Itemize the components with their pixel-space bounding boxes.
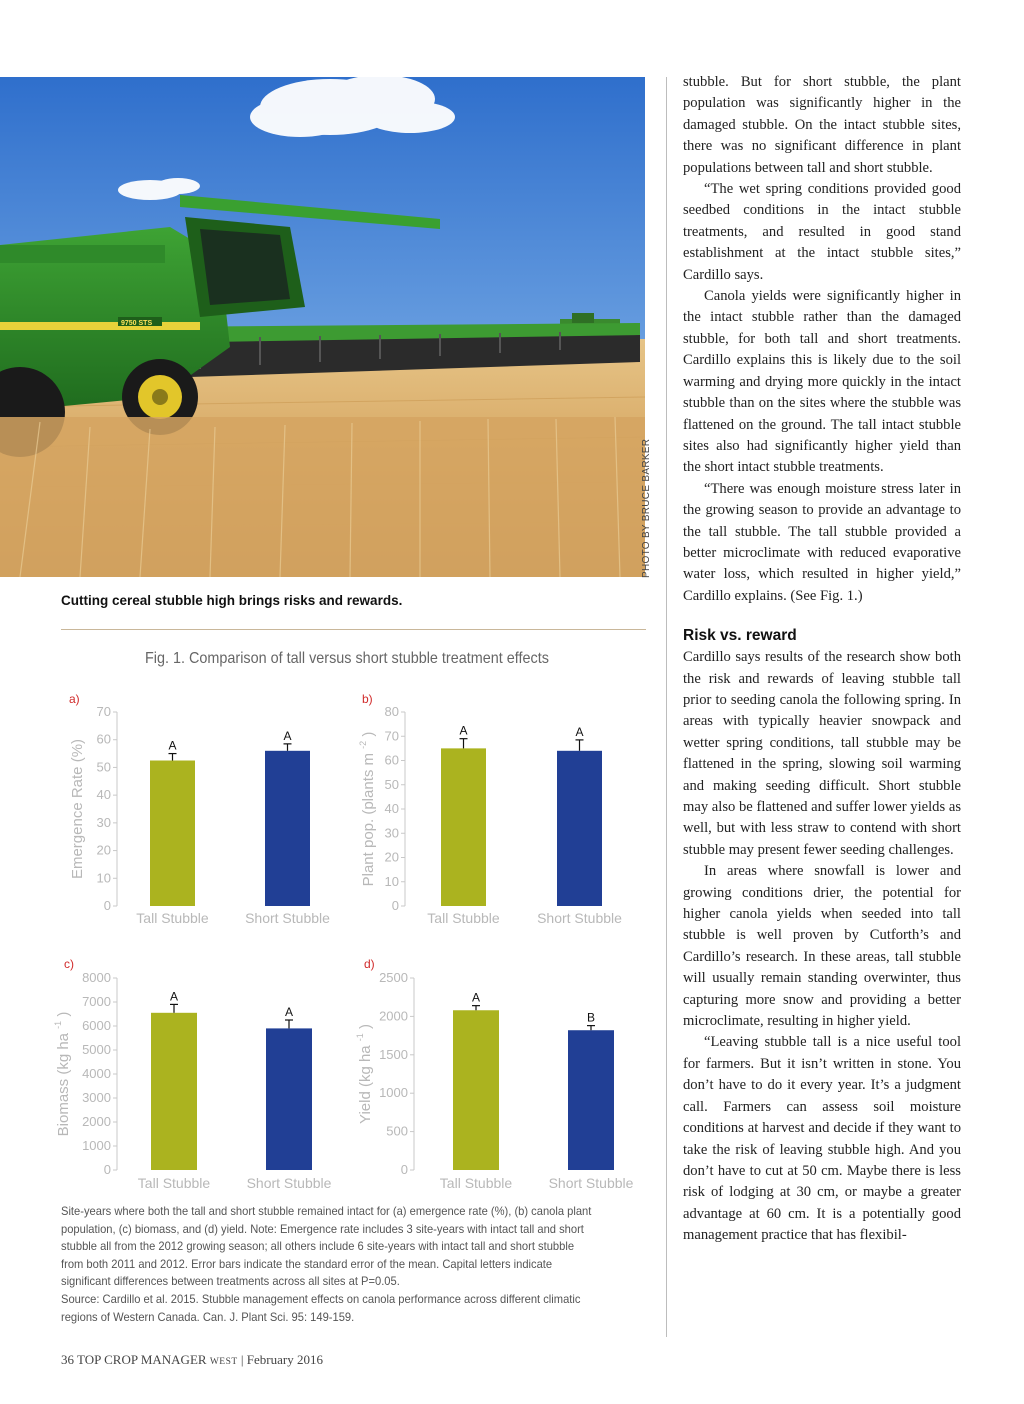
article-paragraph: stubble. But for short stubble, the plant population was significantly higher in the damaged stubble. On the intact stubble sites, there was no significant difference in plant populations between tall and short stubble. <box>683 74 961 176</box>
x-category-label: Tall Stubble <box>439 1175 513 1191</box>
y-tick-label: 40 <box>96 787 111 803</box>
y-axis-label-superscript: -1 <box>53 1020 63 1029</box>
figure-notes <box>61 1203 596 1326</box>
chart-panel-d <box>355 956 645 1196</box>
x-category-label: Short Stubble <box>245 910 330 926</box>
photo-credit: PHOTO BY BRUCE BARKER <box>641 438 652 578</box>
y-tick-label: 40 <box>384 801 399 816</box>
y-axis-label: Plant pop. (plants m $^{-2}$ ) <box>358 731 377 887</box>
y-axis-label-superscript: -2 <box>358 740 368 749</box>
issue-date: February 2016 <box>246 1352 323 1367</box>
panel-label: c) <box>64 957 74 971</box>
y-tick-label: 2000 <box>379 1008 408 1024</box>
y-tick-label: 70 <box>96 704 111 719</box>
significance-letter: A <box>575 724 584 739</box>
y-axis-label-superscript: -1 <box>355 1033 365 1042</box>
y-axis-label: Emergence Rate (%) <box>69 738 86 880</box>
y-tick-label: 80 <box>384 704 399 719</box>
bar-short-stubble <box>568 1030 614 1170</box>
x-category-label: Short Stubble <box>246 1175 332 1191</box>
figure-source: Source: Cardillo et al. 2015. Stubble management effects on canola performance across different climatic regions of Western Canada. Can. J. Plant Sci. 95: 149-159. <box>61 1291 581 1324</box>
bar-tall-stubble <box>441 748 486 906</box>
chart-b-svg <box>355 690 645 935</box>
x-category-label: Short Stubble <box>537 910 622 926</box>
article-column <box>683 72 961 1247</box>
figure-title: Fig. 1. Comparison of tall versus short stubble treatment effects <box>145 650 549 667</box>
y-tick-label: 4000 <box>82 1066 111 1081</box>
y-tick-label: 5000 <box>82 1042 111 1057</box>
x-category-label: Tall Stubble <box>136 910 209 926</box>
y-tick-label: 6000 <box>82 1018 111 1033</box>
chart-c-svg <box>50 956 350 1196</box>
y-tick-label: 7000 <box>82 994 111 1009</box>
combine-model-badge: 9750 STS <box>121 320 153 327</box>
y-tick-label: 0 <box>391 898 399 913</box>
chart-panel-a <box>60 690 350 935</box>
article-paragraph: “There was enough moisture stress later in the growing season to provide an advantage to the tall stubble. The tall stubble provided a better microclimate with reduced evaporative water loss, which resulted in higher yield,” Cardillo explains. (See Fig. 1.) <box>683 480 961 604</box>
y-tick-label: 20 <box>96 842 111 858</box>
y-tick-label: 10 <box>384 873 399 889</box>
significance-letter: B <box>586 1010 596 1025</box>
photo-illustration <box>0 77 645 577</box>
y-tick-label: 0 <box>103 898 111 913</box>
x-category-label: Tall Stubble <box>137 1175 211 1191</box>
chart-panel-b <box>355 690 645 935</box>
y-tick-label: 2000 <box>82 1114 111 1129</box>
y-tick-label: 60 <box>384 752 399 768</box>
y-tick-label: 60 <box>96 731 111 747</box>
bar-short-stubble <box>265 751 310 906</box>
panel-label: b) <box>362 692 373 706</box>
photo-combine-harvesting <box>0 77 645 577</box>
y-tick-label: 0 <box>400 1162 408 1177</box>
chart-panel-c <box>50 956 350 1196</box>
chart-d-svg <box>355 956 645 1196</box>
y-tick-label: 1500 <box>379 1046 408 1062</box>
y-tick-label: 1000 <box>379 1085 408 1101</box>
y-tick-label: 30 <box>384 825 399 841</box>
significance-letter: A <box>169 989 179 1004</box>
page-number: 36 <box>61 1352 74 1367</box>
article-paragraph: “The wet spring conditions provided good seedbed conditions in the intact stubble treatments, and resulted in good stand establishment at the intact stubble sites,” Cardillo says. <box>683 181 961 283</box>
y-axis-label: Yield (kg ha $^{-1}$ ) <box>355 1023 374 1125</box>
article-paragraph: In areas where snowfall is lower and growing conditions drier, the potential for higher canola yields when seeded into tall stubble is well proven by Cutforth’s and Cardillo’s research. In these areas, tall stubble will usually remain standing overwinter, thus capturing more snow and providing a better microclimate, resulting in higher yield. <box>683 863 961 1030</box>
bar-tall-stubble <box>150 761 195 907</box>
bar-short-stubble <box>557 751 602 906</box>
panel-label: a) <box>69 692 80 706</box>
article-paragraph: “Leaving stubble tall is a nice useful tool for farmers. But it isn’t written in stone. You don’t have to do it every year. It’s a judgment call. Farmers can assess soil moisture conditions at harvest and decide if they want to take the risk of leaving stubble high. And you don’t have to cut at 50 cm. Maybe there is less risk of lodging at 30 cm, or maybe a greater advantage at 60 cm. It is a potentially good management practice that has flexibil- <box>683 1034 961 1244</box>
chart-a-svg <box>60 690 350 935</box>
figure-notes-text: Site-years where both the tall and short stubble remained intact for (a) emergence rate (%), (b) canola plant population, (c) biomass, and (d) yield. Note: Emergence rate includes 3 site-years with intact tall and short stubble all from the 2012 growing season; all others include 6 site-years with intact tall and short stubble from both 2011 and 2012. Error bars indicate the standard error of the mean. Capital letters indicate significant differences between treatments across all sites at P=0.05. <box>61 1204 592 1289</box>
y-tick-label: 30 <box>96 814 111 830</box>
caption-divider <box>61 629 646 630</box>
article-paragraph: Cardillo says results of the research show both the risk and rewards of leaving stubble tall prior to seeding canola the following spring. In areas with typically heavier snowpack and wetter spring conditions, tall stubble may be flattened in the spring, slowing soil warming and making seeding difficult. Short stubble may also be flattened and suffer lower yields as well, but with less straw to contend with short stubble may present fewer seeding challenges. <box>683 649 961 858</box>
y-axis-label: Biomass (kg ha $^{-1}$ ) <box>53 1011 72 1137</box>
x-category-label: Short Stubble <box>548 1175 634 1191</box>
bar-tall-stubble <box>453 1010 499 1170</box>
y-tick-label: 2500 <box>379 970 408 985</box>
y-tick-label: 20 <box>384 849 399 865</box>
significance-letter: A <box>168 738 177 753</box>
panel-label: d) <box>364 957 375 971</box>
significance-letter: A <box>284 1005 294 1019</box>
footer-separator: | <box>240 1352 244 1367</box>
bar-tall-stubble <box>151 1013 197 1170</box>
y-tick-label: 70 <box>384 728 399 744</box>
bar-short-stubble <box>266 1028 312 1170</box>
y-tick-label: 500 <box>386 1123 408 1139</box>
magazine-edition: WEST <box>209 1357 238 1367</box>
significance-letter: A <box>471 990 481 1005</box>
y-tick-label: 0 <box>103 1162 111 1177</box>
page-footer <box>61 1352 323 1368</box>
magazine-name: TOP CROP MANAGER <box>77 1352 207 1367</box>
y-tick-label: 50 <box>384 776 399 792</box>
section-heading: Risk vs. reward <box>683 627 797 645</box>
y-tick-label: 1000 <box>82 1138 111 1153</box>
y-tick-label: 10 <box>96 870 111 886</box>
column-divider <box>666 77 667 1337</box>
significance-letter: A <box>283 728 292 743</box>
y-tick-label: 8000 <box>82 970 111 985</box>
y-tick-label: 3000 <box>82 1090 111 1105</box>
article-paragraph: Canola yields were significantly higher in the intact stubble rather than the damaged stubble, for both tall and short treatments. Cardillo explains this is likely due to the soil warming and drying more quickly in the intact stubble than on the sites where the stubble was flattened on the ground. The tall intact stubble sites also had significantly higher yield than the short intact stubble treatments. <box>683 288 961 476</box>
significance-letter: A <box>459 723 468 738</box>
photo-caption: Cutting cereal stubble high brings risks and rewards. <box>61 593 403 608</box>
x-category-label: Tall Stubble <box>427 910 500 926</box>
y-tick-label: 50 <box>96 759 111 775</box>
